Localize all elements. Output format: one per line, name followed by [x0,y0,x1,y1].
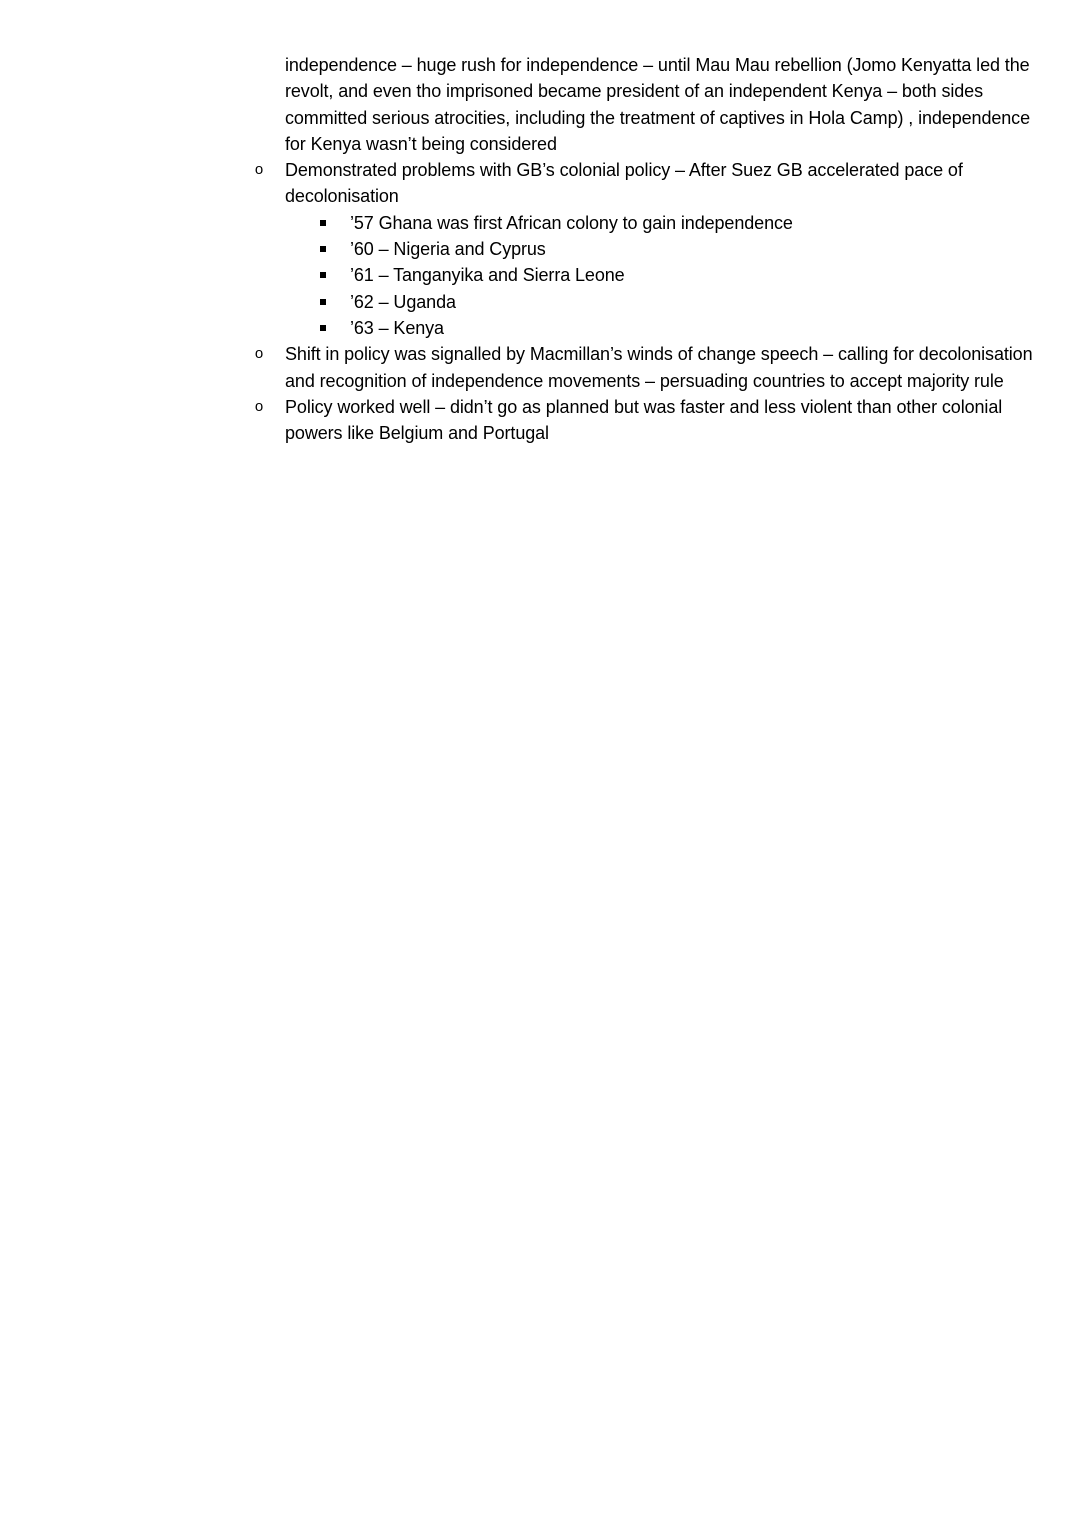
hollow-circle-bullet-icon: o [254,397,264,415]
main-bullet-list [0,157,1080,446]
square-bullet-icon [320,325,326,331]
sub-list-item-text: ’62 – Uganda [350,291,456,312]
sub-list-item [350,236,1045,262]
sub-list-item [350,315,1045,341]
square-bullet-icon [320,272,326,278]
square-bullet-icon [320,246,326,252]
sub-list-item-text: ’60 – Nigeria and Cyprus [350,239,546,260]
square-bullet-icon [320,220,326,226]
sub-list-item [350,210,1045,236]
hollow-circle-bullet-icon: o [254,345,264,363]
square-bullet-icon [320,299,326,305]
sub-list-item-text: ’63 – Kenya [350,317,444,338]
notes-content [0,52,1080,446]
list-item-policy-shift [0,341,1045,394]
continuation-paragraph: independence – huge rush for independence – until Mau Mau rebellion (Jomo Kenyatta led the revolt, and even tho imprisoned became president of an independent Kenya – both sides committed serious atrocities, including the treatment of captives in Hola Camp) , independence for Kenya wasn’t being considered [285,55,1030,154]
sub-list-item [350,262,1045,288]
list-item-text: Shift in policy was signalled by Macmillan’s winds of change speech – calling for decolonisation and recognition of independence movements – persuading countries to accept majority rule [285,344,1033,391]
list-item-colonial-policy-problems [0,157,1045,341]
sub-bullet-list [285,210,1045,341]
list-item-text: Demonstrated problems with GB’s colonial policy – After Suez GB accelerated pace of decolonisation [285,160,963,207]
list-item-text: Policy worked well – didn’t go as planned but was faster and less violent than other colonial powers like Belgium and Portugal [285,396,1003,444]
sub-list-item-text: ’61 – Tanganyika and Sierra Leone [350,265,625,286]
list-item-policy-outcome [0,394,1045,447]
sub-list-item [350,289,1045,315]
hollow-circle-bullet-icon: o [254,161,264,179]
sub-list-item-text: ’57 Ghana was first African colony to gain independence [350,212,793,233]
